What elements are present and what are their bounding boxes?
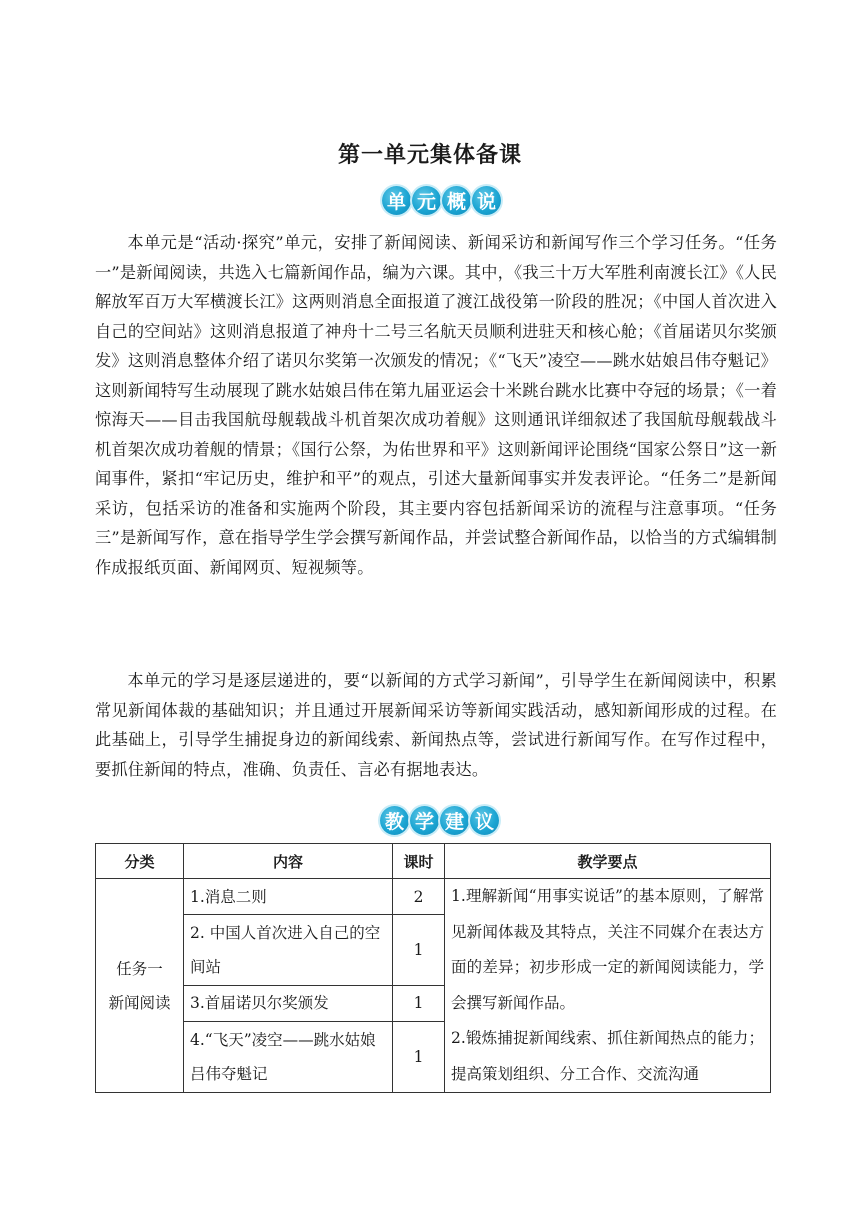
- heading-char: 说: [472, 186, 501, 215]
- header-key-points: 教学要点: [445, 844, 771, 879]
- category-line: 任务一: [116, 959, 163, 978]
- heading-char: 元: [412, 186, 441, 215]
- key-points-cell: [445, 879, 771, 1093]
- heading-char: 单: [382, 186, 411, 215]
- overview-paragraph-2: 本单元的学习是逐层递进的，要“以新闻的方式学习新闻”，引导学生在新闻阅读中，积累常见新闻体裁的基础知识；并且通过开展新闻采访等新闻实践活动，感知新闻形成的过程。在此基础上，引导学生捕捉身边的新闻线索、新闻热点等，尝试进行新闻写作。在写作过程中，要抓住新闻的特点，准确、负责任、言必有据地表达。: [95, 671, 777, 779]
- hours-cell: 1: [393, 915, 445, 986]
- content-cell: 1.消息二则: [184, 879, 393, 915]
- section-heading-unit-overview: [382, 186, 501, 215]
- header-content: 内容: [184, 844, 393, 879]
- table-header-row: [96, 844, 771, 879]
- section-heading-teaching-suggestions: [380, 806, 499, 835]
- key-point: 1.理解新闻“用事实说话”的基本原则，了解常见新闻体裁及其特点，关注不同媒介在表达方面的差异；初步形成一定的新闻阅读能力，学会撰写新闻作品。: [451, 887, 764, 1012]
- header-hours: 课时: [393, 844, 445, 879]
- key-point: 2.锻炼捕捉新闻线索、抓住新闻热点的能力；提高策划组织、分工合作、交流沟通: [451, 1029, 764, 1083]
- hours-cell: 2: [393, 879, 445, 915]
- table-row: [96, 879, 771, 915]
- heading-char: 教: [380, 806, 409, 835]
- heading-char: 学: [410, 806, 439, 835]
- hours-cell: 1: [393, 985, 445, 1021]
- category-cell: [96, 879, 184, 1093]
- content-cell: 2. 中国人首次进入自己的空间站: [184, 915, 393, 986]
- category-line: 新闻阅读: [108, 993, 171, 1012]
- hours-cell: 1: [393, 1021, 445, 1092]
- overview-paragraph-1: 本单元是“活动·探究”单元，安排了新闻阅读、新闻采访和新闻写作三个学习任务。“任务一”是新闻阅读，共选入七篇新闻作品，编为六课。其中，《我三十万大军胜利南渡长江》《人民解放军百万大军横渡长江》这两则消息全面报道了渡江战役第一阶段的胜况；《中国人首次进入自己的空间站》这则消息报道了神舟十二号三名航天员顺利进驻天和核心舱；《首届诺贝尔奖颁发》这则消息整体介绍了诺贝尔奖第一次颁发的情况；《“飞天”凌空——跳水姑娘吕伟夺魁记》这则新闻特写生动展现了跳水姑娘吕伟在第九届亚运会十米跳台跳水比赛中夺冠的场景；《一着惊海天——目击我国航母舰载战斗机首架次成功着舰》这则通讯详细叙述了我国航母舰载战斗机首架次成功着舰的情景；《国行公祭，为佑世界和平》这则新闻评论围绕“国家公祭日”这一新闻事件，紧扣“牢记历史，维护和平”的观点，引述大量新闻事实并发表评论。“任务二”是新闻采访，包括采访的准备和实施两个阶段，其主要内容包括新闻采访的流程与注意事项。“任务三”是新闻写作，意在指导学生学会撰写新闻作品，并尝试整合新闻作品，以恰当的方式编辑制作成报纸页面、新闻网页、短视频等。: [95, 233, 777, 577]
- content-cell: 3.首届诺贝尔奖颁发: [184, 985, 393, 1021]
- page-title: 第一单元集体备课: [337, 143, 522, 168]
- heading-char: 概: [442, 186, 471, 215]
- content-cell: 4.“飞天”凌空——跳水姑娘吕伟夺魁记: [184, 1021, 393, 1092]
- header-category: 分类: [96, 844, 184, 879]
- heading-char: 议: [470, 806, 499, 835]
- heading-char: 建: [440, 806, 469, 835]
- teaching-plan-table: [95, 843, 771, 1093]
